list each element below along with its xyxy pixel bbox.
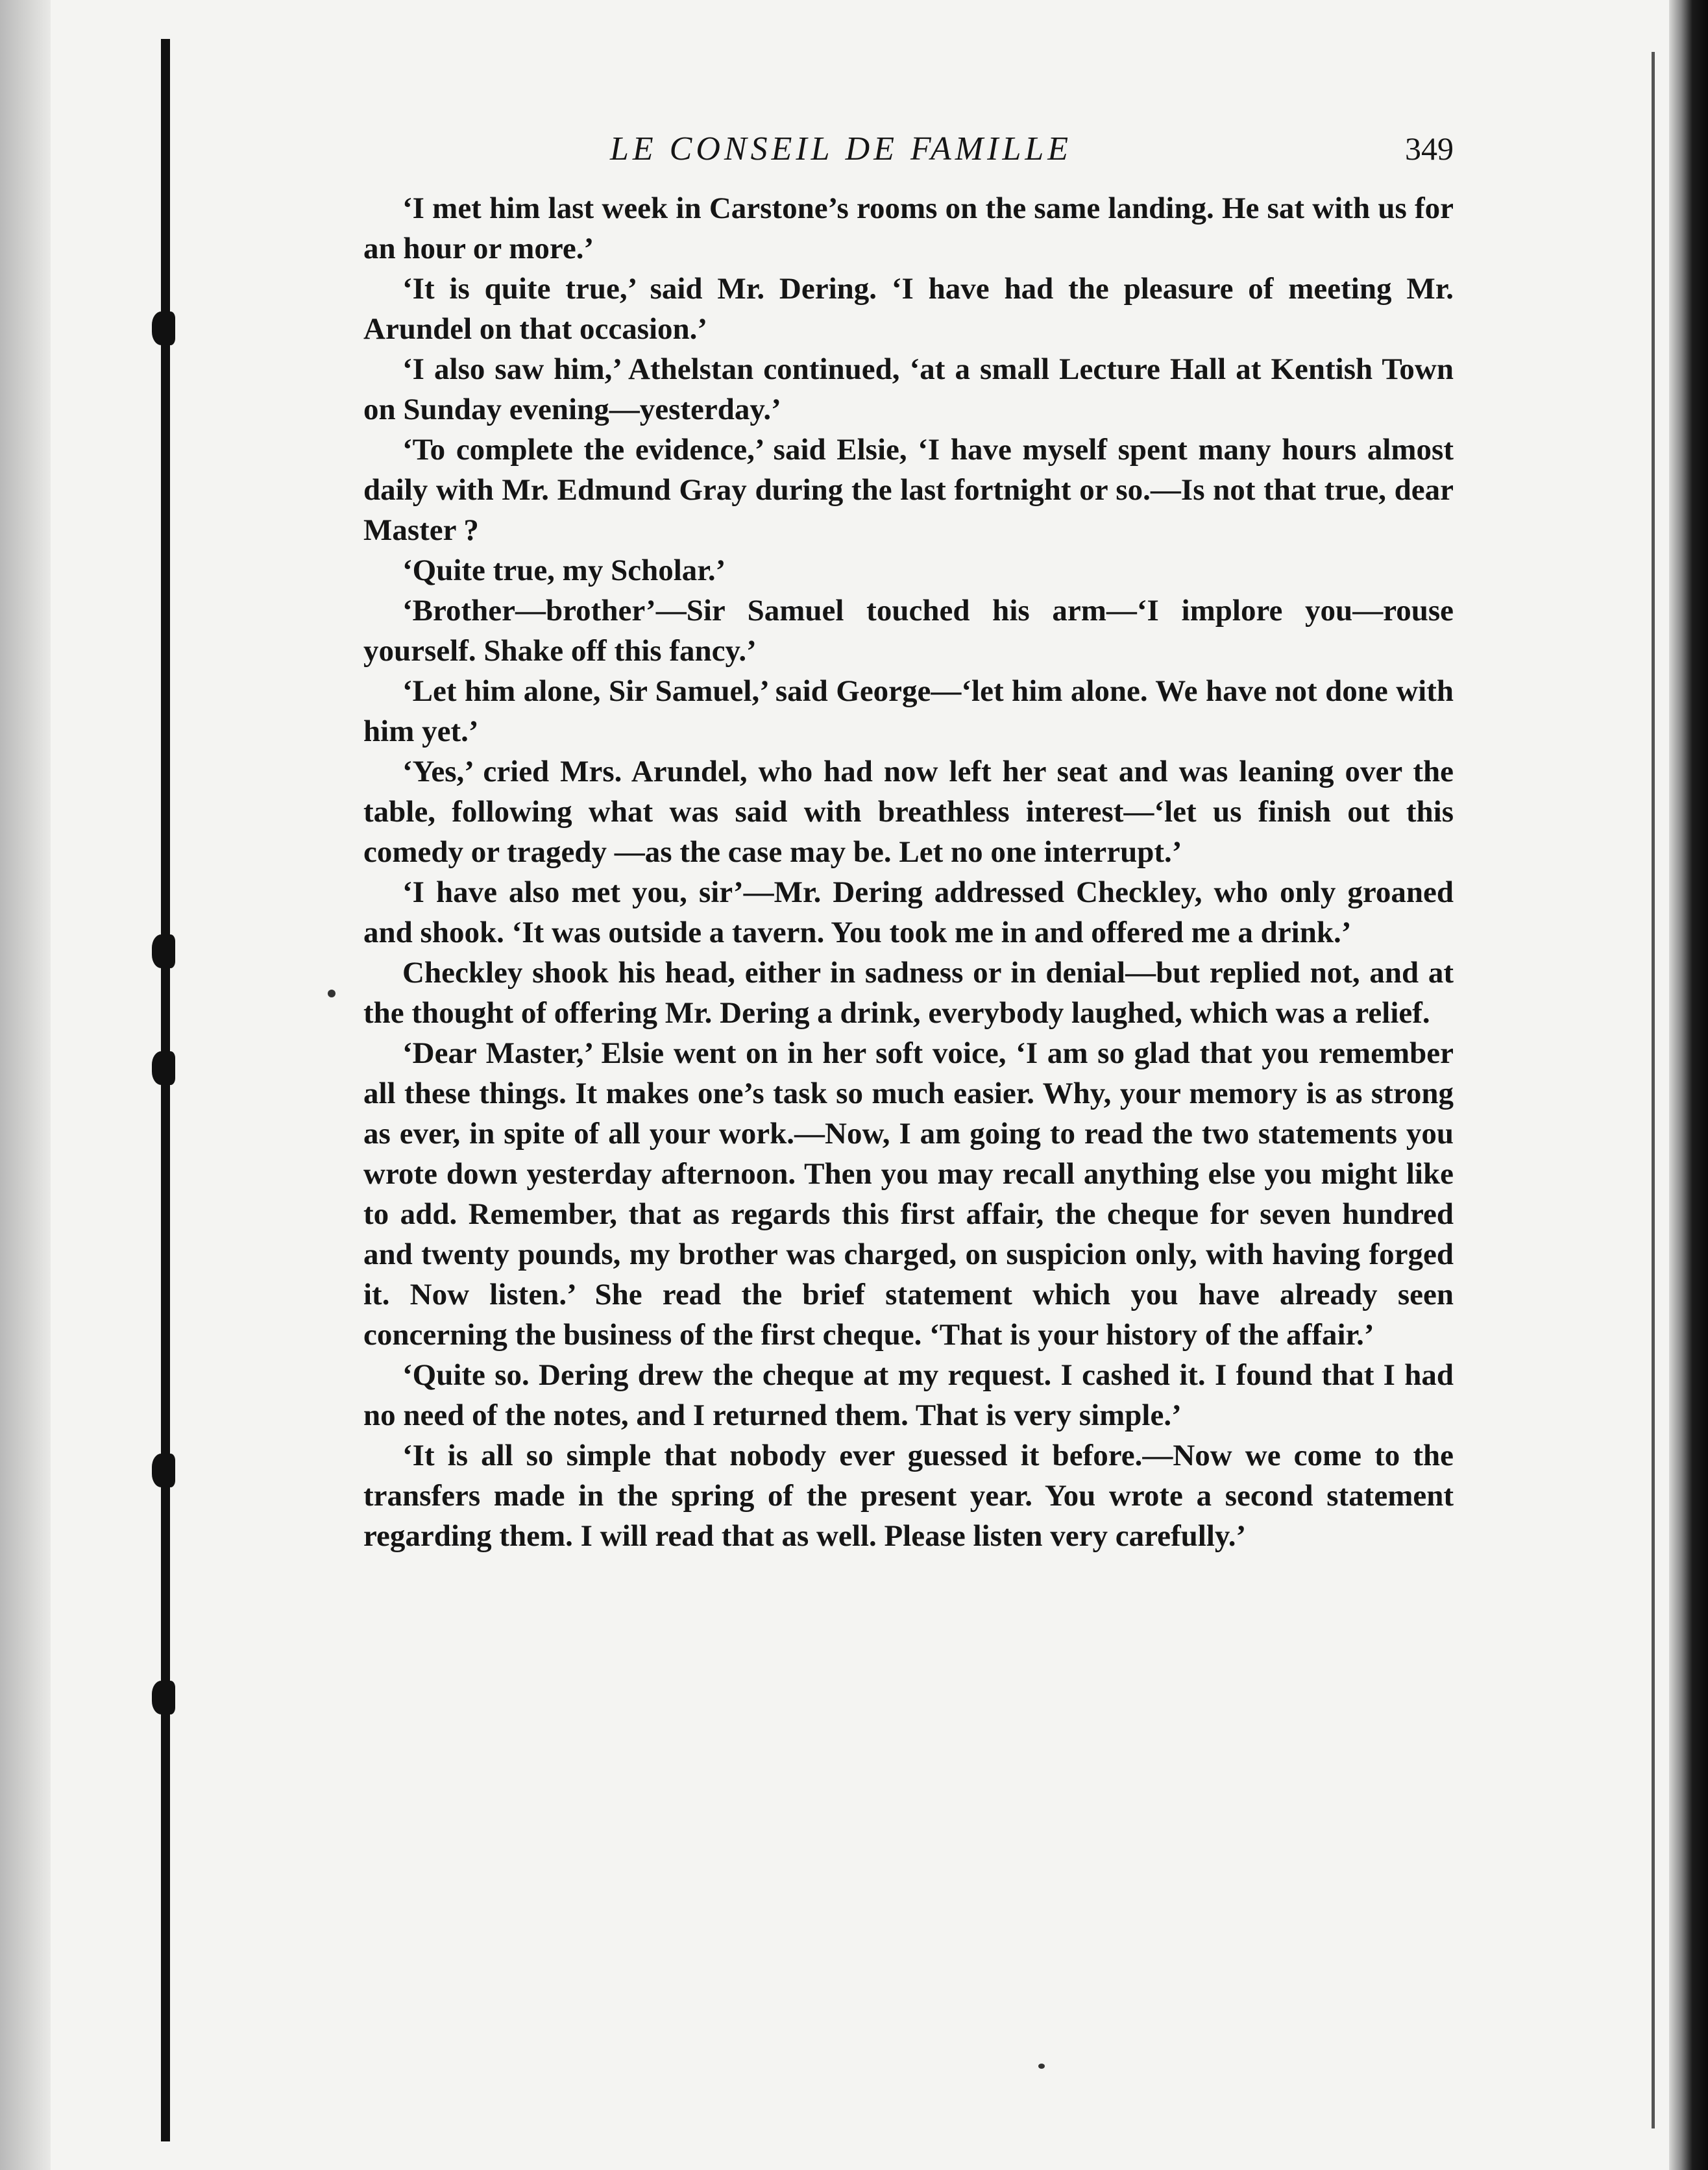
paragraph: ‘It is all so simple that nobody ever guessed it before.—Now we come to the transfers made in the spring of the present year. You wrote a second statement regarding them. I will read that as well. Please listen very carefully.’ [363, 1439, 1454, 1553]
scan-speck [1038, 2064, 1045, 2069]
paragraph: ‘To complete the evidence,’ said Elsie, ‘I have myself spent many hours almost daily with Mr. Edmund Gray during the last fortnight or so.—Is not that true, dear Master ? [363, 433, 1454, 547]
page-number: 349 [1405, 130, 1454, 167]
paragraph: Checkley shook his head, either in sadness or in denial—but replied not, and at the thought of offering Mr. Dering a drink, everybody laughed, which was a relief. [363, 956, 1454, 1030]
paragraph: ‘Yes,’ cried Mrs. Arundel, who had now left her seat and was leaning over the table, following what was said with breathless interest—‘let us finish out this comedy or tragedy —as the case may be. Let no one interrupt.’ [363, 755, 1454, 869]
binding-mark [152, 1051, 175, 1085]
scan-speck [328, 990, 336, 997]
paragraph: ‘It is quite true,’ said Mr. Dering. ‘I have had the pleasure of meeting Mr. Arundel on that occasion.’ [363, 272, 1454, 346]
paragraph: ‘Dear Master,’ Elsie went on in her soft voice, ‘I am so glad that you remember all these things. It makes one’s task so much easier. Why, your memory is as strong as ever, in spite of all your work.—Now, I am going to read the two statements you wrote down yesterday afternoon. Then you may recall anything else you might like to add. Remember, that as regards this first affair, the cheque for seven hundred and twenty pounds, my brother was charged, on suspicion only, with having forged it. Now listen.’ She read the brief statement which you have already seen concerning the business of the first cheque. ‘That is your history of the affair.’ [363, 1036, 1454, 1352]
binding-mark [152, 934, 175, 968]
page-edge-rule [1652, 52, 1655, 2128]
paragraph: ‘I also saw him,’ Athelstan continued, ‘at a small Lecture Hall at Kentish Town on Sunday evening—yesterday.’ [363, 352, 1454, 426]
binding-mark [152, 1454, 175, 1487]
paragraph: ‘Brother—brother’—Sir Samuel touched his arm—‘I implore you—rouse yourself. Shake off this fancy.’ [363, 594, 1454, 668]
binding-mark [152, 311, 175, 345]
page-edge-shadow [1669, 0, 1708, 2170]
body-text [363, 188, 1454, 1556]
paragraph: ‘I met him last week in Carstone’s rooms on the same landing. He sat with us for an hour or more.’ [363, 191, 1454, 265]
paragraph: ‘Quite so. Dering drew the cheque at my request. I cashed it. I found that I had no need of the notes, and I returned them. That is very simple.’ [363, 1358, 1454, 1432]
paragraph: ‘Quite true, my Scholar.’ [402, 554, 726, 587]
binding-mark [152, 1681, 175, 1714]
running-title: LE CONSEIL DE FAMILLE [610, 130, 1073, 167]
facing-page-edge [0, 0, 51, 2170]
binding-rule [161, 39, 170, 2141]
page-content [363, 130, 1454, 1556]
paragraph: ‘Let him alone, Sir Samuel,’ said George—‘let him alone. We have not done with him yet.’ [363, 674, 1454, 748]
running-head [363, 130, 1454, 188]
paragraph: ‘I have also met you, sir’—Mr. Dering addressed Checkley, who only groaned and shook. ‘It was outside a tavern. You took me in and offered me a drink.’ [363, 875, 1454, 949]
